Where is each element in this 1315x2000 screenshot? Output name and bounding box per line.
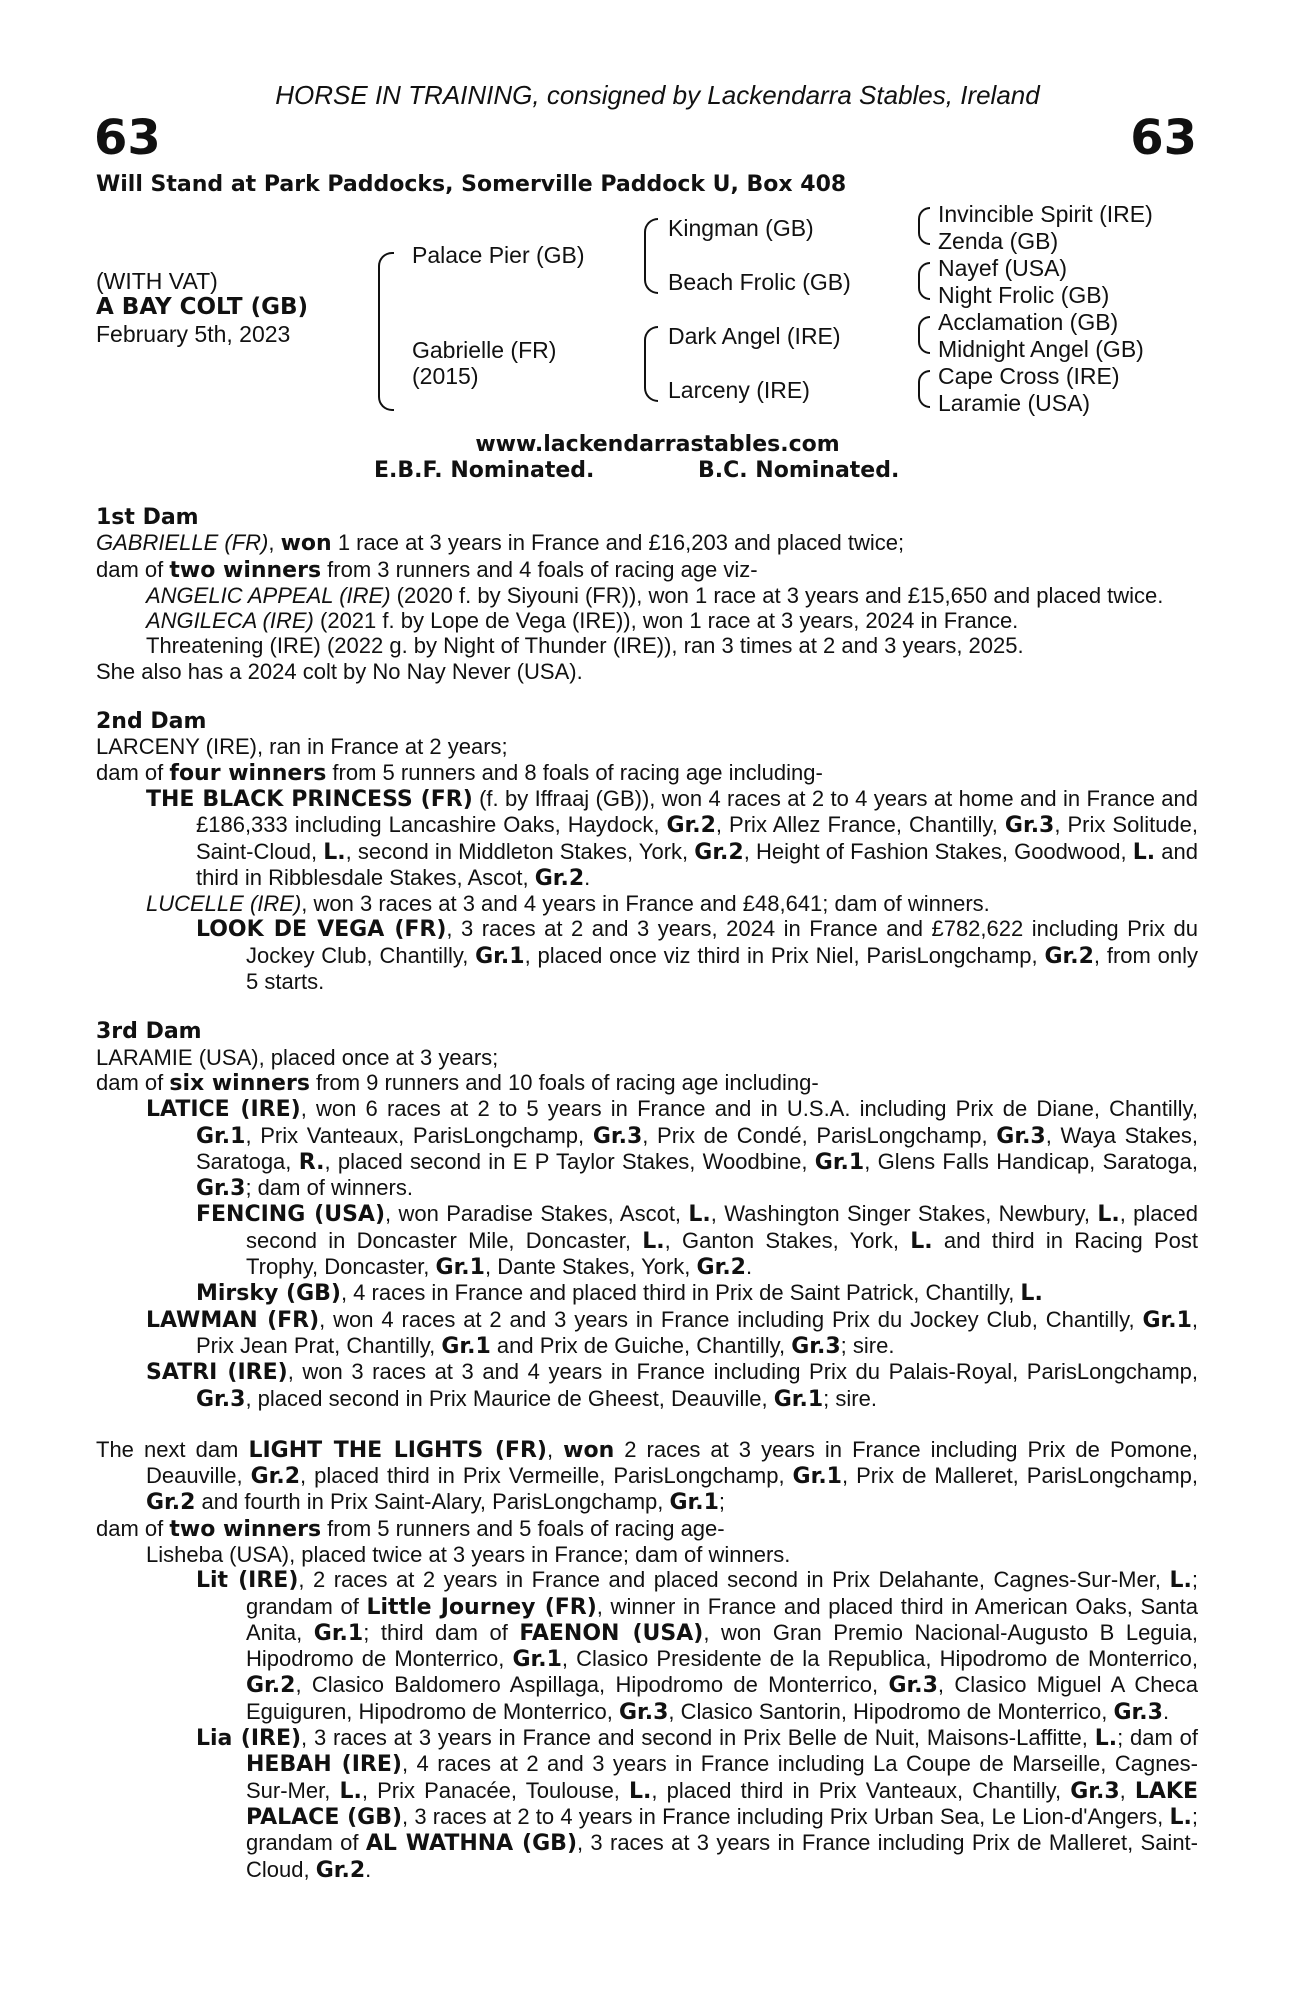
next-dam-grandfoal-lia: Lia (IRE), 3 races at 3 years in France and second in Prix Belle de Nuit, Maisons-Laffitte, L.; dam of HEBAH (IRE), 4 races at 2 and 3 years in France including La Coupe de Marseille, Cagnes-Sur-Mer, L., Prix Panacée, Toulouse, L., placed third in Prix Vanteaux, Chantilly, Gr.3, LAKE PALACE (GB), 3 races at 2 to 4 years in France including Prix Urban Sea, Le Lion-d'Angers, L.; grandam of AL WATHNA (GB), 3 races at 3 years in France including Prix de Malleret, Saint-Cloud, Gr.2. (196, 1725, 1199, 1883)
pedigree-bracket-3a (918, 207, 930, 245)
pedigree-bracket-3b (918, 262, 930, 300)
stand-location: Will Stand at Park Paddocks, Somerville Paddock U, Box 408 (96, 172, 847, 197)
third-dam-record: LARAMIE (USA), placed once at 3 years; (96, 1044, 499, 1070)
second-dam-foal-1: THE BLACK PRINCESS (FR) (f. by Iffraaj (GB)), won 4 races at 2 to 4 years at home and in France and £186,333 including Lancashire Oaks, Haydock, Gr.2, Prix Allez France, Chantilly, Gr.3, Prix Solitude, Saint-Cloud, L., second in Middleton Stakes, York, Gr.2, Height of Fashion Stakes, Goodwood, L. and third in Ribblesdale Stakes, Ascot, Gr.2. (146, 785, 1199, 891)
dam-line-body (96, 505, 1198, 1883)
vat-note: (WITH VAT) (96, 268, 218, 294)
pedigree-g2: Zenda (GB) (938, 228, 1059, 254)
ebf-nomination: E.B.F. Nominated. (374, 458, 595, 483)
lot-number-left: 63 (94, 110, 161, 166)
pedigree-bracket-2b (644, 326, 658, 402)
pedigree-bracket-1 (378, 252, 394, 411)
website-link[interactable]: www.lackendarrastables.com (475, 432, 840, 457)
third-dam-produce: dam of six winners from 9 runners and 10 foals of racing age including- (96, 1069, 819, 1096)
pedigree-g4: Night Frolic (GB) (938, 282, 1110, 308)
first-dam-foal-1: ANGELIC APPEAL (IRE) (2020 f. by Siyouni (FR)), won 1 race at 3 years and £15,650 and placed twice. (146, 582, 1164, 608)
bc-nomination: B.C. Nominated. (698, 458, 900, 483)
horse-name: A BAY COLT (GB) (96, 294, 309, 320)
pedigree-dam-sire: Dark Angel (IRE) (668, 323, 841, 349)
second-dam-record: LARCENY (IRE), ran in France at 2 years; (96, 734, 508, 760)
foaling-date: February 5th, 2023 (96, 321, 291, 347)
pedigree-sire-dam: Beach Frolic (GB) (668, 269, 851, 295)
third-dam-foal-lawman: LAWMAN (FR), won 4 races at 2 and 3 years in France including Prix du Jockey Club, Chantilly, Gr.1, Prix Jean Prat, Chantilly, Gr.1 and Prix de Guiche, Chantilly, Gr.3; sire. (146, 1306, 1198, 1359)
first-dam-foal-3: Threatening (IRE) (2022 g. by Night of Thunder (IRE)), ran 3 times at 2 and 3 years, 2025. (146, 633, 1024, 659)
pedigree-dam-dam: Larceny (IRE) (668, 377, 810, 403)
first-dam-record: GABRIELLE (FR), won 1 race at 3 years in France and £16,203 and placed twice; (96, 530, 905, 557)
first-dam-heading: 1st Dam (96, 505, 199, 530)
pedigree-bracket-3c (918, 316, 930, 354)
pedigree-dam-year: (2015) (412, 363, 479, 389)
first-dam-produce: dam of two winners from 3 runners and 4 foals of racing age viz- (96, 556, 758, 583)
next-dam-foal-lisheba: Lisheba (USA), placed twice at 3 years in France; dam of winners. (146, 1541, 791, 1567)
pedigree-g8: Laramie (USA) (938, 390, 1091, 416)
pedigree-g6: Midnight Angel (GB) (938, 336, 1144, 362)
second-dam-heading: 2nd Dam (96, 709, 207, 735)
lot-number-right: 63 (1130, 110, 1197, 166)
first-dam-note: She also has a 2024 colt by No Nay Never (USA). (96, 658, 583, 684)
next-dam-record: The next dam LIGHT THE LIGHTS (FR), won 2 races at 3 years in France including Prix de Pomone, Deauville, Gr.2, placed third in Prix Vermeille, ParisLongchamp, Gr.1, Prix de Malleret, ParisLongchamp, Gr.2 and fourth in Prix Saint-Alary, ParisLongchamp, Gr.1; (96, 1436, 1198, 1516)
pedigree-bracket-2a (644, 218, 658, 294)
pedigree-sire-sire: Kingman (GB) (668, 215, 814, 241)
second-dam-produce: dam of four winners from 5 runners and 8 foals of racing age including- (96, 759, 823, 786)
pedigree-g1: Invincible Spirit (IRE) (938, 201, 1153, 227)
pedigree-bracket-3d (918, 370, 930, 408)
pedigree-g7: Cape Cross (IRE) (938, 363, 1120, 389)
third-dam-foal-latice: LATICE (IRE), won 6 races at 2 to 5 years in France and in U.S.A. including Prix de Diane, Chantilly, Gr.1, Prix Vanteaux, ParisLongchamp, Gr.3, Prix de Condé, ParisLongchamp, Gr.3, Waya Stakes, Saratoga, R., placed second in E P Taylor Stakes, Woodbine, Gr.1, Glens Falls Handicap, Saratoga, Gr.3; dam of winners. (146, 1096, 1198, 1202)
third-dam-grandfoal-mirsky: Mirsky (GB), 4 races in France and placed third in Prix de Saint Patrick, Chantilly, L. (196, 1280, 1043, 1307)
pedigree-dam: Gabrielle (FR) (412, 337, 557, 363)
second-dam-foal-2: LUCELLE (IRE), won 3 races at 3 and 4 years in France and £48,641; dam of winners. (146, 891, 990, 917)
third-dam-heading: 3rd Dam (96, 1019, 202, 1045)
third-dam-grandfoal-fencing: FENCING (USA), won Paradise Stakes, Ascot, L., Washington Singer Stakes, Newbury, L., placed second in Doncaster Mile, Doncaster, L., Ganton Stakes, York, L. and third in Racing Post Trophy, Doncaster, Gr.1, Dante Stakes, York, Gr.2. (196, 1201, 1199, 1281)
catalogue-header: HORSE IN TRAINING, consigned by Lackendarra Stables, Ireland (275, 80, 1040, 110)
first-dam-foal-2: ANGILECA (IRE) (2021 f. by Lope de Vega (IRE)), won 1 race at 3 years, 2024 in France. (146, 608, 1019, 634)
third-dam-foal-satri: SATRI (IRE), won 3 races at 3 and 4 years in France including Prix du Palais-Royal, ParisLongchamp, Gr.3, placed second in Prix Maurice de Gheest, Deauville, Gr.1; sire. (146, 1359, 1198, 1412)
pedigree-g5: Acclamation (GB) (938, 309, 1119, 335)
pedigree-sire: Palace Pier (GB) (412, 242, 585, 268)
pedigree-g3: Nayef (USA) (938, 255, 1068, 281)
next-dam-grandfoal-lit: Lit (IRE), 2 races at 2 years in France and placed second in Prix Delahante, Cagnes-Sur-Mer, L.; grandam of Little Journey (FR), winner in France and placed third in American Oaks, Santa Anita, Gr.1; third dam of FAENON (USA), won Gran Premio Nacional-Augusto B Leguia, Hipodromo de Monterrico, Gr.1, Clasico Presidente de la Republica, Hipodromo de Monterrico, Gr.2, Clasico Baldomero Aspillaga, Hipodromo de Monterrico, Gr.3, Clasico Miguel A Checa Eguiguren, Hipodromo de Monterrico, Gr.3, Clasico Santorin, Hipodromo de Monterrico, Gr.3. (196, 1567, 1199, 1725)
second-dam-grandfoal-1: LOOK DE VEGA (FR), 3 races at 2 and 3 years, 2024 in France and £782,622 including Prix du Jockey Club, Chantilly, Gr.1, placed once viz third in Prix Niel, ParisLongchamp, Gr.2, from only 5 starts. (196, 916, 1199, 995)
next-dam-produce: dam of two winners from 5 runners and 5 foals of racing age- (96, 1515, 725, 1542)
